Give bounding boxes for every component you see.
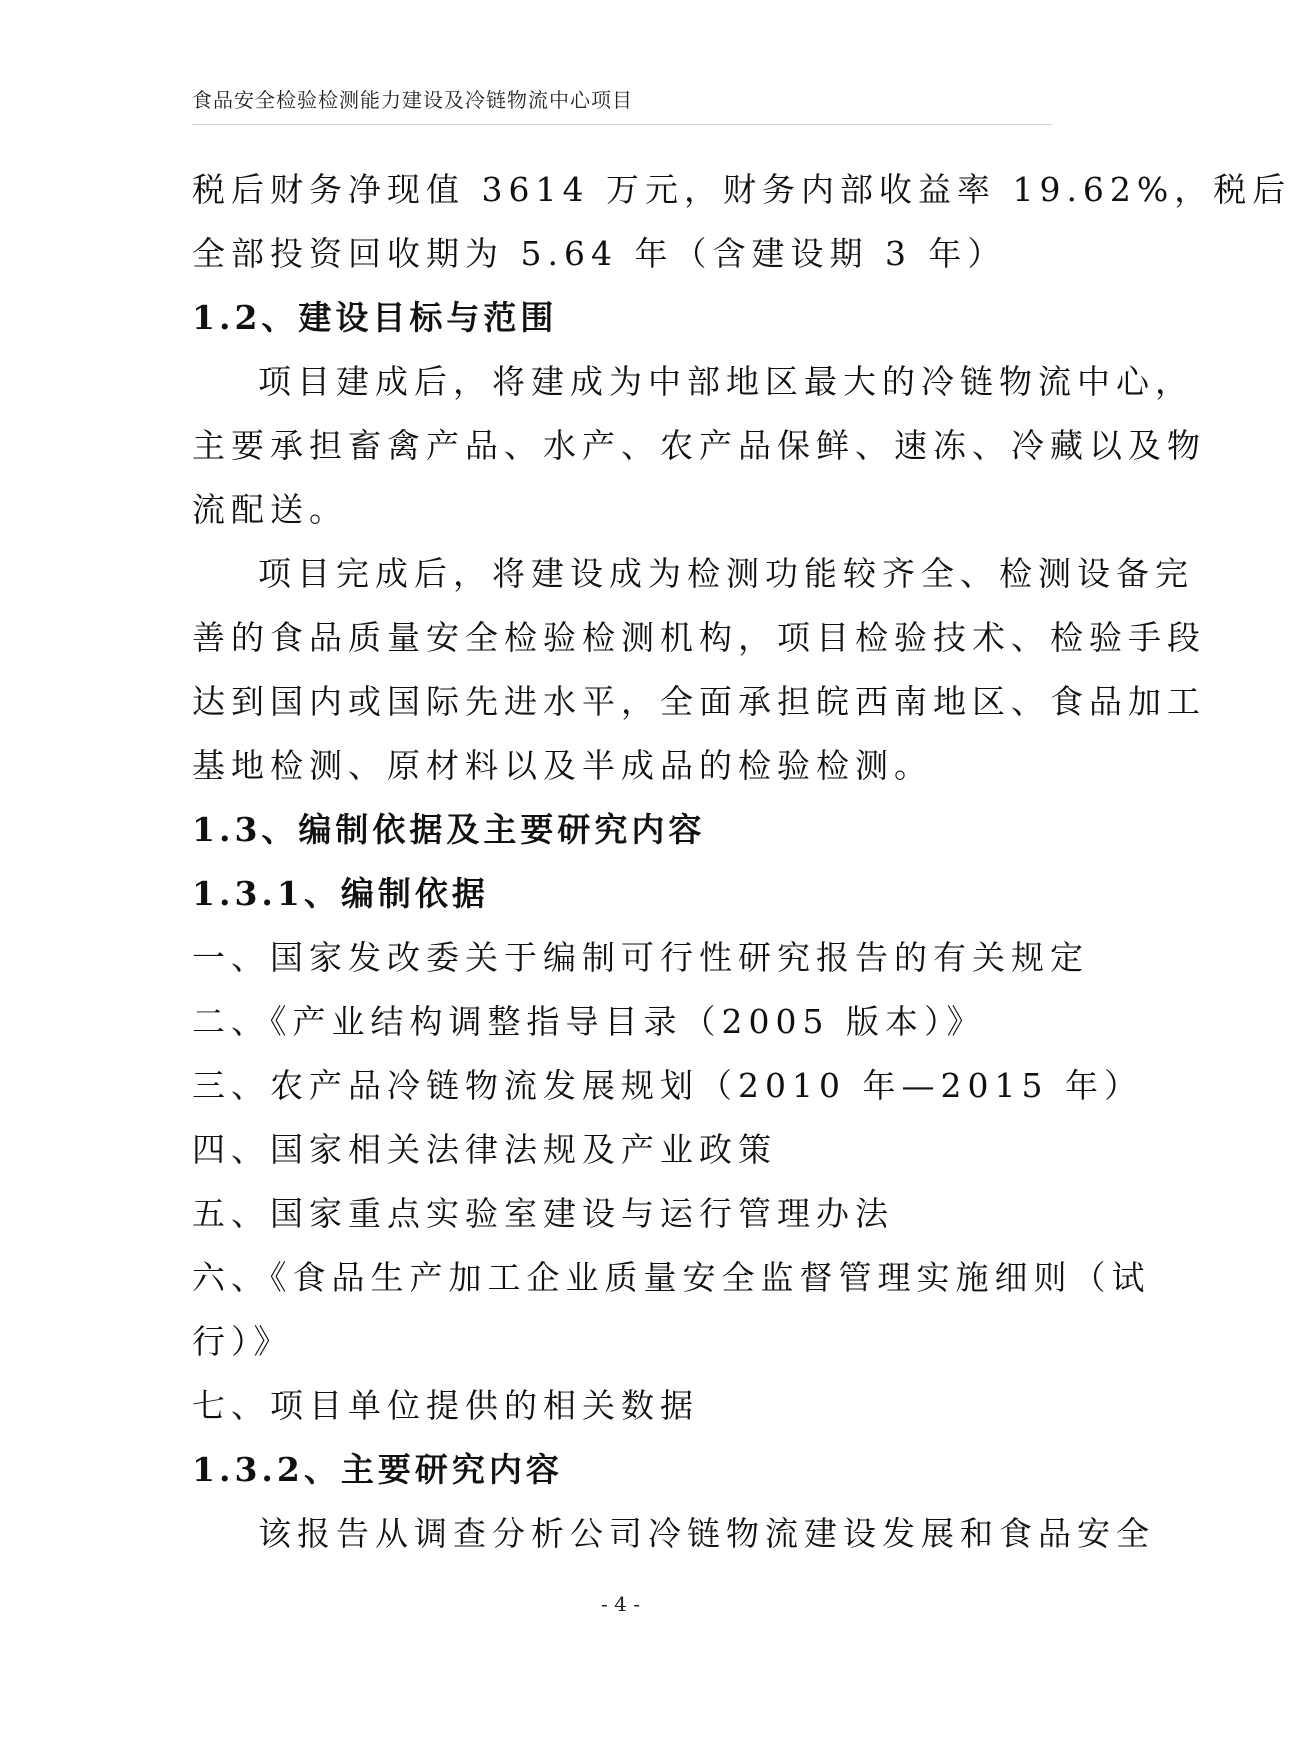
list-item: 六、《食品生产加工企业质量安全监督管理实施细则（试 [192,1258,1151,1297]
page-number: - 4 - [601,1592,640,1616]
list-item: 一、国家发改委关于编制可行性研究报告的有关规定 [192,938,1089,977]
list-item: 五、国家重点实验室建设与运行管理办法 [192,1194,894,1233]
paragraph-line: 该报告从调查分析公司冷链物流建设发展和食品安全 [258,1514,1155,1553]
list-item: 行）》 [192,1322,293,1361]
paragraph-line: 主要承担畜禽产品、水产、农产品保鲜、速冻、冷藏以及物 [192,426,1206,465]
paragraph-line: 达到国内或国际先进水平，全面承担皖西南地区、食品加工 [192,682,1206,721]
paragraph-line: 善的食品质量安全检验检测机构，项目检验技术、检验手段 [192,618,1206,657]
section-heading-1-3-2: 1.3.2、主要研究内容 [192,1450,563,1489]
paragraph-line: 项目建成后，将建成为中部地区最大的冷链物流中心， [258,362,1194,401]
list-item: 四、国家相关法律法规及产业政策 [192,1130,777,1169]
section-heading-1-3-1: 1.3.1、编制依据 [192,874,489,913]
list-item: 二、《产业结构调整指导目录（2005 版本）》 [192,1002,986,1041]
document-body [192,158,1291,1566]
list-item: 三、农产品冷链物流发展规划（2010 年—2015 年） [192,1066,1143,1105]
paragraph-line: 税后财务净现值 3614 万元，财务内部收益率 19.62%，税后 [192,170,1291,209]
list-item: 七、项目单位提供的相关数据 [192,1386,699,1425]
running-header: 食品安全检验检测能力建设及冷链物流中心项目 [192,88,633,112]
paragraph-line: 项目完成后，将建设成为检测功能较齐全、检测设备完 [258,554,1194,593]
section-heading-1-3: 1.3、编制依据及主要研究内容 [192,810,706,849]
paragraph-line: 流配送。 [192,490,348,529]
section-heading-1-2: 1.2、建设目标与范围 [192,298,558,337]
paragraph-line: 基地检测、原材料以及半成品的检验检测。 [192,746,933,785]
paragraph-line: 全部投资回收期为 5.64 年（含建设期 3 年） [192,234,1007,273]
header-divider [192,124,1052,125]
